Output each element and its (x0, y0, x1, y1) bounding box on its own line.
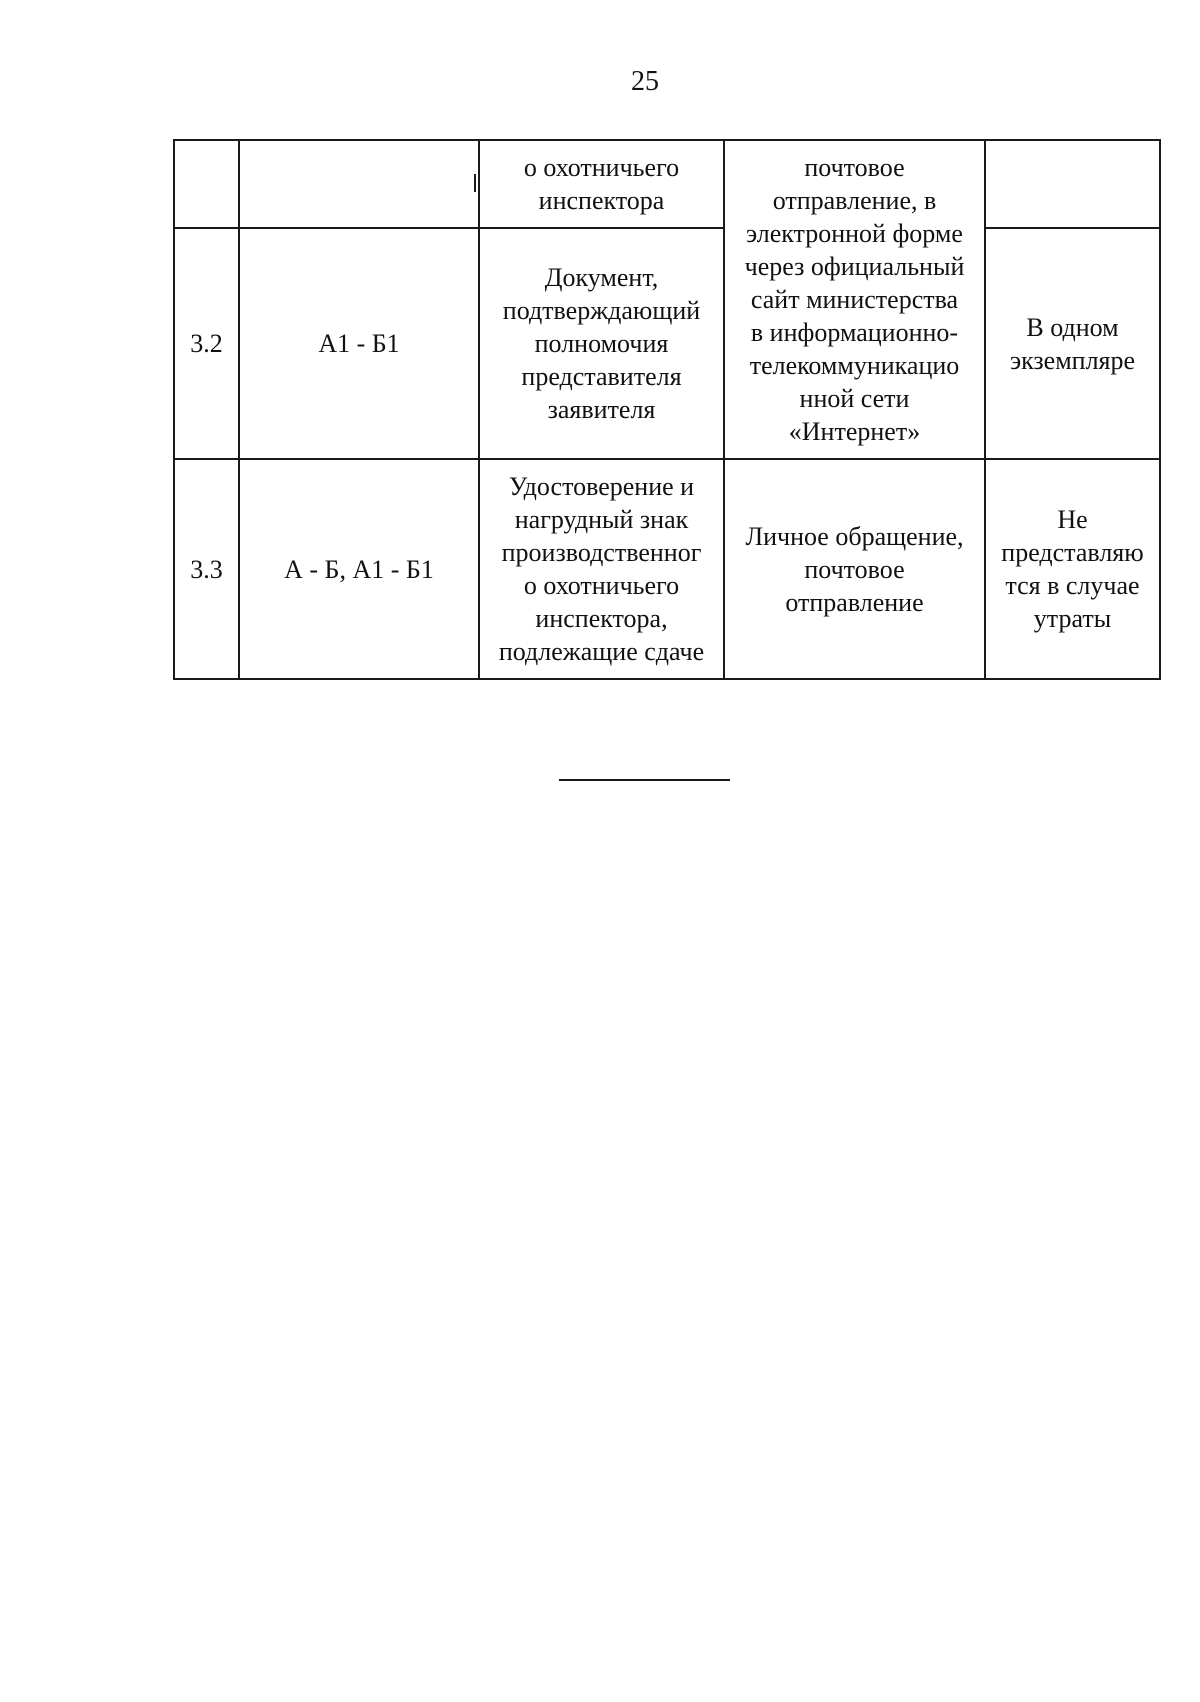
cell-num: 3.3 (174, 459, 239, 679)
table-row (174, 459, 1160, 679)
cell-note (985, 459, 1160, 679)
cell-document (479, 459, 724, 679)
cell-method (724, 459, 985, 679)
cell-num (174, 140, 239, 228)
cell-category: А - Б, А1 - Б1 (239, 459, 479, 679)
cell-document-text: Документ, подтверждающий полномочия представителя заявителя (502, 263, 701, 424)
page-number: 25 (631, 66, 659, 97)
cell-document-text: Удостоверение и нагрудный знак производственног о охотничьего инспектора, подлежащие сдаче (498, 472, 705, 666)
table-row (174, 228, 1160, 459)
cell-document (479, 140, 724, 228)
scan-mark (474, 174, 476, 192)
cell-note-text: В одном экземпляре (1009, 312, 1136, 375)
cell-num: 3.2 (174, 228, 239, 459)
cell-note-text: Не представляю тся в случае утраты (1001, 505, 1144, 633)
cell-note (985, 228, 1160, 459)
cell-method-merged (724, 140, 985, 459)
cell-note (985, 140, 1160, 228)
cell-document-text: о охотничьего инспектора (523, 153, 680, 215)
cell-category: А1 - Б1 (239, 228, 479, 459)
cell-document (479, 228, 724, 459)
table-row (174, 140, 1160, 228)
cell-category (239, 140, 479, 228)
document-table (173, 139, 1161, 680)
cell-method-text: почтовое отправление, в электронной форме через официальный сайт министерства в информационно- телекоммуникацио нной сети «Интернет» (744, 153, 965, 446)
cell-method-text: Личное обращение, почтовое отправление (745, 521, 964, 617)
end-separator-line (559, 779, 730, 781)
